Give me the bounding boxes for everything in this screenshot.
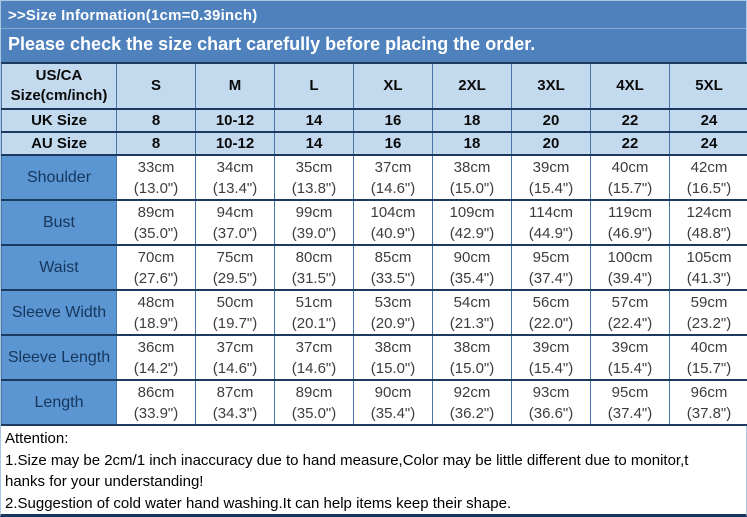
banner-subtitle: Please check the size chart carefully before placing the order. <box>8 34 536 54</box>
measure-cm: 37cm <box>374 158 412 176</box>
measure-inch: (40.9") <box>370 224 416 242</box>
measure-cell <box>670 290 747 335</box>
measure-inch: (33.9") <box>133 404 179 422</box>
measure-cm: 90cm <box>374 383 412 401</box>
measure-inch: (34.3") <box>212 404 258 422</box>
measure-cm: 38cm <box>374 338 412 356</box>
measure-cell <box>591 290 670 335</box>
measure-inch: (48.8") <box>686 224 732 242</box>
uk-size-cell: 10-12 <box>196 109 275 132</box>
measure-cm: 50cm <box>216 293 254 311</box>
measure-cell <box>275 290 354 335</box>
uk-size-label: UK Size <box>2 109 117 132</box>
measure-inch: (22.4") <box>607 314 653 332</box>
measure-inch: (18.9") <box>133 314 179 332</box>
measure-cm: 105cm <box>686 248 732 266</box>
measure-cell <box>512 155 591 200</box>
measure-row-label: Waist <box>2 245 117 290</box>
measure-row-label: Bust <box>2 200 117 245</box>
attention-line: hanks for your understanding! <box>5 473 204 490</box>
measure-inch: (14.2") <box>133 359 179 377</box>
measure-cm: 40cm <box>611 158 649 176</box>
measure-cm: 114cm <box>529 203 573 221</box>
measure-inch: (35.4") <box>449 269 495 287</box>
measure-inch: (35.4") <box>370 404 416 422</box>
size-chart-table <box>1 62 747 426</box>
measure-cm: 90cm <box>453 248 491 266</box>
measure-cell <box>117 155 196 200</box>
measure-cm: 42cm <box>690 158 728 176</box>
uk-size-cell: 14 <box>275 109 354 132</box>
measure-inch: (16.5") <box>686 179 732 197</box>
attention-notes <box>1 426 746 514</box>
measure-inch: (15.4") <box>528 179 574 197</box>
measure-inch: (19.7") <box>212 314 258 332</box>
measure-inch: (37.4") <box>528 269 574 287</box>
measure-inch: (13.8") <box>291 179 337 197</box>
measure-inch: (36.6") <box>528 404 574 422</box>
measure-cm: 39cm <box>611 338 649 356</box>
measure-cell <box>196 245 275 290</box>
measure-cell <box>670 245 747 290</box>
measure-cell <box>670 155 747 200</box>
measure-inch: (44.9") <box>528 224 574 242</box>
measure-inch: (36.2") <box>449 404 495 422</box>
measure-inch: (15.0") <box>370 359 416 377</box>
measure-cm: 39cm <box>532 158 570 176</box>
measure-cm: 100cm <box>607 248 653 266</box>
au-size-cell: 22 <box>591 132 670 155</box>
measure-cm: 54cm <box>453 293 491 311</box>
attention-line: 2.Suggestion of cold water hand washing.It can help items keep their shape. <box>5 494 512 512</box>
measure-cell <box>196 380 275 425</box>
measure-cm: 53cm <box>374 293 412 311</box>
measure-row-waist <box>2 245 747 290</box>
measure-cell <box>196 155 275 200</box>
measure-cm: 37cm <box>216 338 254 356</box>
measure-cell <box>433 155 512 200</box>
measure-cell <box>117 245 196 290</box>
measure-cm: 96cm <box>690 383 728 401</box>
measure-cell <box>512 290 591 335</box>
measure-inch: (27.6") <box>133 269 179 287</box>
measure-cell <box>117 290 196 335</box>
measure-cm: 124cm <box>686 203 732 221</box>
measure-cell <box>591 155 670 200</box>
measure-inch: (22.0") <box>528 314 574 332</box>
au-size-cell: 16 <box>354 132 433 155</box>
measure-cell <box>354 380 433 425</box>
measure-inch: (37.8") <box>686 404 732 422</box>
measure-cell <box>354 245 433 290</box>
measure-cm: 38cm <box>453 338 491 356</box>
attention-title: Attention: <box>5 430 69 447</box>
measure-inch: (14.6") <box>212 359 258 377</box>
measure-inch: (15.4") <box>607 359 653 377</box>
au-size-cell: 14 <box>275 132 354 155</box>
measure-inch: (13.4") <box>212 179 258 197</box>
measure-cm: 80cm <box>295 248 333 266</box>
column-header-3xl: 3XL <box>512 63 591 109</box>
measure-cm: 94cm <box>216 203 254 221</box>
measure-inch: (23.2") <box>686 314 732 332</box>
measure-row-sleeve-length <box>2 335 747 380</box>
measure-inch: (15.0") <box>449 359 495 377</box>
measure-inch: (20.9") <box>370 314 416 332</box>
au-size-cell: 10-12 <box>196 132 275 155</box>
measure-inch: (21.3") <box>449 314 495 332</box>
measure-cm: 99cm <box>295 203 333 221</box>
measure-inch: (15.7") <box>686 359 732 377</box>
measure-row-label: Sleeve Width <box>2 290 117 335</box>
measure-cm: 75cm <box>216 248 254 266</box>
column-header-xl: XL <box>354 63 433 109</box>
uk-size-cell: 24 <box>670 109 747 132</box>
measure-cell <box>591 245 670 290</box>
measure-cell <box>433 290 512 335</box>
measure-cell <box>591 380 670 425</box>
measure-cell <box>512 380 591 425</box>
corner-header-line2: Size(cm/inch) <box>10 87 108 104</box>
au-size-label: AU Size <box>2 132 117 155</box>
measure-cell <box>275 200 354 245</box>
au-size-row <box>2 132 747 155</box>
measure-cell <box>512 245 591 290</box>
measure-inch: (15.7") <box>607 179 653 197</box>
measure-cell <box>591 200 670 245</box>
measure-inch: (41.3") <box>686 269 732 287</box>
measure-row-length <box>2 380 747 425</box>
measure-cell <box>196 335 275 380</box>
measure-inch: (42.9") <box>449 224 495 242</box>
measure-cell <box>275 155 354 200</box>
measure-cm: 70cm <box>137 248 175 266</box>
measure-cm: 38cm <box>453 158 491 176</box>
measure-cell <box>433 200 512 245</box>
uk-size-cell: 16 <box>354 109 433 132</box>
measure-cell <box>670 200 747 245</box>
measure-cm: 95cm <box>532 248 570 266</box>
measure-cm: 92cm <box>453 383 491 401</box>
measure-cm: 36cm <box>137 338 175 356</box>
measure-cell <box>512 200 591 245</box>
measure-cell <box>275 245 354 290</box>
measure-inch: (37.0") <box>212 224 258 242</box>
table-header-row <box>2 63 747 109</box>
measure-row-label: Length <box>2 380 117 425</box>
measure-inch: (14.6") <box>370 179 416 197</box>
measure-cm: 89cm <box>295 383 333 401</box>
measure-inch: (39.4") <box>607 269 653 287</box>
measure-cell <box>354 290 433 335</box>
measure-cell <box>433 245 512 290</box>
measure-inch: (31.5") <box>291 269 337 287</box>
measure-inch: (33.5") <box>370 269 416 287</box>
corner-header-line1: US/CA <box>35 67 83 84</box>
measure-row-label: Shoulder <box>2 155 117 200</box>
measure-cm: 119cm <box>608 203 652 221</box>
measure-cell <box>433 335 512 380</box>
measure-cm: 39cm <box>532 338 570 356</box>
au-size-cell: 24 <box>670 132 747 155</box>
measure-row-bust <box>2 200 747 245</box>
banner-title: >>Size Information(1cm=0.39inch) <box>1 1 746 29</box>
size-info-banner <box>1 1 746 62</box>
measure-row-label: Sleeve Length <box>2 335 117 380</box>
measure-cm: 93cm <box>532 383 570 401</box>
measure-row-shoulder <box>2 155 747 200</box>
column-header-s: S <box>117 63 196 109</box>
measure-cell <box>670 335 747 380</box>
measure-inch: (14.6") <box>291 359 337 377</box>
measure-cm: 109cm <box>449 203 495 221</box>
corner-header <box>2 63 117 109</box>
measure-inch: (29.5") <box>212 269 258 287</box>
measure-inch: (37.4") <box>607 404 653 422</box>
measure-cm: 86cm <box>137 383 175 401</box>
measure-cm: 89cm <box>137 203 175 221</box>
measure-cm: 48cm <box>137 293 175 311</box>
measure-cm: 37cm <box>295 338 333 356</box>
column-header-5xl: 5XL <box>670 63 747 109</box>
measure-row-sleeve-width <box>2 290 747 335</box>
measure-cm: 95cm <box>611 383 649 401</box>
measure-cell <box>117 380 196 425</box>
measure-cell <box>354 155 433 200</box>
uk-size-cell: 22 <box>591 109 670 132</box>
measure-cell <box>354 335 433 380</box>
measure-inch: (35.0") <box>133 224 179 242</box>
measure-cm: 85cm <box>374 248 412 266</box>
measure-inch: (13.0") <box>133 179 179 197</box>
measure-cell <box>591 335 670 380</box>
measure-cell <box>354 200 433 245</box>
measure-cm: 104cm <box>370 203 416 221</box>
measure-inch: (15.0") <box>449 179 495 197</box>
measure-cell <box>196 290 275 335</box>
measure-cell <box>275 380 354 425</box>
au-size-cell: 20 <box>512 132 591 155</box>
measure-inch: (15.4") <box>528 359 574 377</box>
measure-cm: 34cm <box>216 158 254 176</box>
measure-inch: (46.9") <box>607 224 653 242</box>
uk-size-cell: 8 <box>117 109 196 132</box>
measure-cell <box>117 335 196 380</box>
measure-cm: 59cm <box>690 293 728 311</box>
column-header-4xl: 4XL <box>591 63 670 109</box>
uk-size-cell: 20 <box>512 109 591 132</box>
measure-inch: (39.0") <box>291 224 337 242</box>
column-header-m: M <box>196 63 275 109</box>
au-size-cell: 18 <box>433 132 512 155</box>
measure-cell <box>196 200 275 245</box>
measure-cell <box>275 335 354 380</box>
measure-cm: 57cm <box>611 293 649 311</box>
measure-inch: (20.1") <box>291 314 337 332</box>
attention-line: 1.Size may be 2cm/1 inch inaccuracy due to hand measure,Color may be little different due to monitor,t <box>5 451 689 469</box>
measure-cm: 56cm <box>532 293 570 311</box>
measure-cm: 87cm <box>216 383 254 401</box>
au-size-cell: 8 <box>117 132 196 155</box>
measure-cell <box>117 200 196 245</box>
measure-cell <box>670 380 747 425</box>
measure-cell <box>433 380 512 425</box>
measure-inch: (35.0") <box>291 404 337 422</box>
measure-cm: 40cm <box>690 338 728 356</box>
measure-cm: 33cm <box>137 158 175 176</box>
uk-size-cell: 18 <box>433 109 512 132</box>
measure-cell <box>512 335 591 380</box>
measure-cm: 51cm <box>295 293 333 311</box>
measure-cm: 35cm <box>295 158 333 176</box>
uk-size-row <box>2 109 747 132</box>
column-header-2xl: 2XL <box>433 63 512 109</box>
column-header-l: L <box>275 63 354 109</box>
